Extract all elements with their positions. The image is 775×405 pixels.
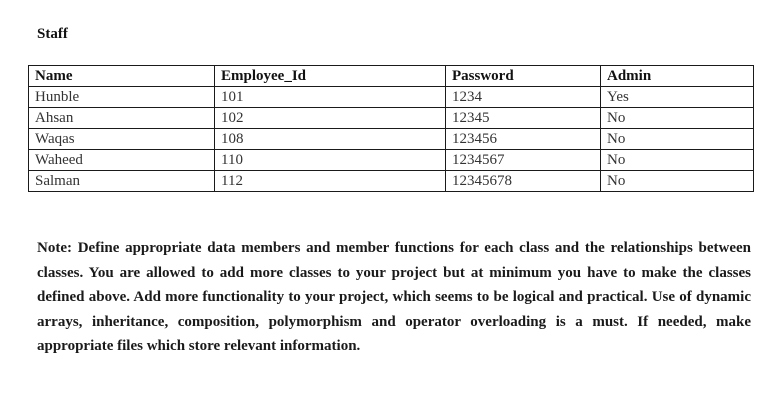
cell-password: 12345678 bbox=[446, 171, 601, 192]
cell-password: 123456 bbox=[446, 129, 601, 150]
cell-employee-id: 101 bbox=[215, 87, 446, 108]
table-row bbox=[29, 129, 754, 150]
cell-admin: No bbox=[601, 150, 754, 171]
note-paragraph: Note: Define appropriate data members and member functions for each class and the relationships between classes. You are allowed to add more classes to your project but at minimum you have to make the classes defined above. Add more functionality to your project, which seems to be logical and practical. Use of dynamic arrays, inheritance, composition, polymorphism and operator overloading is a must. If needed, make appropriate files which store relevant information. bbox=[37, 240, 751, 354]
table-row bbox=[29, 150, 754, 171]
column-header-admin: Admin bbox=[601, 66, 754, 87]
cell-admin: No bbox=[601, 108, 754, 129]
cell-name: Hunble bbox=[29, 87, 215, 108]
staff-table bbox=[28, 65, 754, 192]
cell-name: Waqas bbox=[29, 129, 215, 150]
table-row bbox=[29, 87, 754, 108]
cell-name: Ahsan bbox=[29, 108, 215, 129]
cell-name: Waheed bbox=[29, 150, 215, 171]
table-row bbox=[29, 108, 754, 129]
cell-admin: No bbox=[601, 129, 754, 150]
cell-employee-id: 102 bbox=[215, 108, 446, 129]
cell-employee-id: 112 bbox=[215, 171, 446, 192]
column-header-employee-id: Employee_Id bbox=[215, 66, 446, 87]
column-header-name: Name bbox=[29, 66, 215, 87]
cell-employee-id: 108 bbox=[215, 129, 446, 150]
table-row bbox=[29, 171, 754, 192]
cell-password: 1234 bbox=[446, 87, 601, 108]
cell-password: 12345 bbox=[446, 108, 601, 129]
table-header-row bbox=[29, 66, 754, 87]
cell-admin: No bbox=[601, 171, 754, 192]
section-heading: Staff bbox=[37, 26, 68, 42]
cell-admin: Yes bbox=[601, 87, 754, 108]
cell-employee-id: 110 bbox=[215, 150, 446, 171]
cell-password: 1234567 bbox=[446, 150, 601, 171]
cell-name: Salman bbox=[29, 171, 215, 192]
column-header-password: Password bbox=[446, 66, 601, 87]
